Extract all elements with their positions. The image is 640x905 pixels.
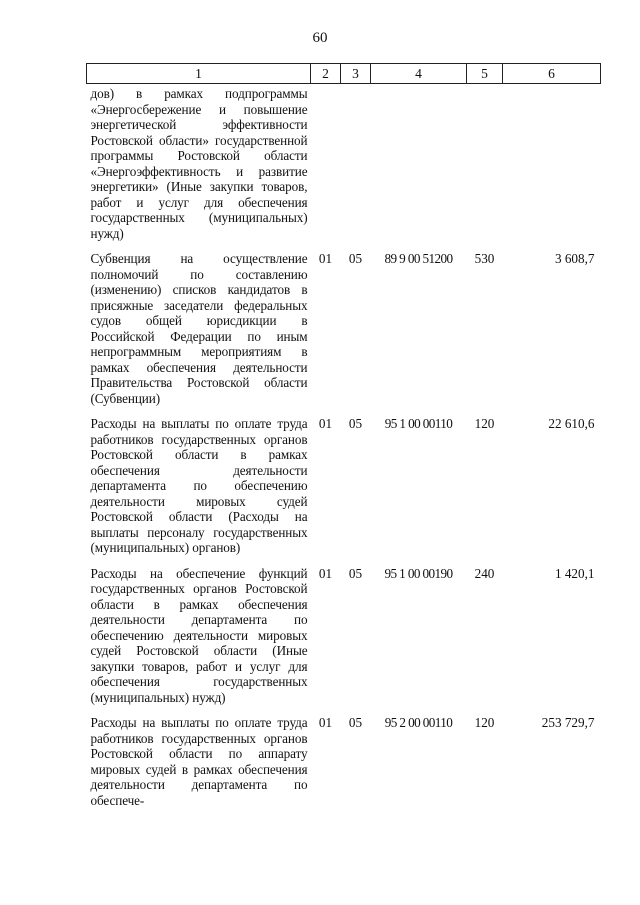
row-description: Расходы на обеспечение функций государственных органов Ростовской области в рамках обеспечения деятельности департамента по обеспечению деятельности мировых судей Ростовской области (Иные закупки товаров, работ и услуг для обеспечения государственных (муниципальных) нужд) bbox=[90, 565, 308, 705]
table-row bbox=[87, 713, 601, 808]
row-expense-type: 240 bbox=[474, 565, 495, 581]
header-col-3: 3 bbox=[341, 64, 371, 84]
row-section-code: 01 bbox=[318, 715, 333, 730]
header-col-1: 1 bbox=[87, 64, 311, 84]
row-expense-type bbox=[467, 84, 503, 250]
table-row bbox=[87, 564, 601, 714]
row-description: Расходы на выплаты по оплате труда работников государственных органов Ростовской области в рамках обеспечения деятельности департамента по обеспечению деятельности мировых судей Ростовской области (Расходы на выплаты персоналу государственных (муниципальных) органов) bbox=[90, 416, 308, 555]
row-description: Расходы на выплаты по оплате труда работников государственных органов Ростовской области по аппарату мировых судей в рамках обеспечения деятельности департамента по обеспече- bbox=[90, 715, 308, 808]
row-amount: 1 420,1 bbox=[554, 565, 595, 581]
row-subsection-code bbox=[341, 84, 371, 250]
row-amount: 22 610,6 bbox=[548, 416, 595, 431]
table-row bbox=[87, 249, 601, 414]
row-subsection-code: 05 bbox=[348, 251, 363, 266]
row-target-article: 95 1 00 00190 bbox=[384, 565, 453, 581]
header-col-6: 6 bbox=[503, 64, 601, 84]
row-expense-type: 120 bbox=[474, 715, 495, 730]
row-target-article: 95 2 00 00110 bbox=[384, 715, 453, 730]
row-expense-type: 120 bbox=[474, 416, 495, 431]
row-section-code: 01 bbox=[318, 416, 333, 431]
row-description: дов) в рамках подпрограммы «Энергосбережение и повышение энергетической эффективности Ростовской области» государственной программы Ростовской области «Энергоэффективность и развитие энергетики» (Иные закупки товаров, работ и услуг для обеспечения государственных (муниципальных) нужд) bbox=[90, 86, 308, 241]
row-target-article: 89 9 00 51200 bbox=[384, 251, 453, 266]
row-section-code bbox=[311, 84, 341, 250]
table-row bbox=[87, 84, 601, 250]
table-row bbox=[87, 414, 601, 564]
table-header bbox=[87, 64, 601, 84]
row-subsection-code: 05 bbox=[348, 715, 363, 730]
row-subsection-code: 05 bbox=[348, 416, 363, 431]
row-amount: 253 729,7 bbox=[541, 715, 595, 730]
row-target-article bbox=[371, 84, 467, 250]
header-col-2: 2 bbox=[311, 64, 341, 84]
row-target-article: 95 1 00 00110 bbox=[384, 416, 453, 431]
budget-table bbox=[86, 63, 601, 808]
row-amount: 3 608,7 bbox=[554, 251, 595, 266]
row-amount bbox=[503, 84, 601, 250]
row-section-code: 01 bbox=[318, 565, 333, 581]
header-row bbox=[87, 64, 601, 84]
page-number: 60 bbox=[312, 30, 328, 46]
header-col-4: 4 bbox=[371, 64, 467, 84]
row-subsection-code: 05 bbox=[348, 565, 363, 581]
row-description: Субвенция на осуществление полномочий по составлению (изменению) списков кандидатов в присяжные заседатели федеральных судов общей юрисдикции в Российской Федерации по иным непрограммным мероприятиям в рамках обеспечения деятельности Правительства Ростовской области (Субвенции) bbox=[90, 251, 308, 406]
row-expense-type: 530 bbox=[474, 251, 495, 266]
header-col-5: 5 bbox=[467, 64, 503, 84]
table-body bbox=[87, 84, 601, 809]
row-section-code: 01 bbox=[318, 251, 333, 266]
